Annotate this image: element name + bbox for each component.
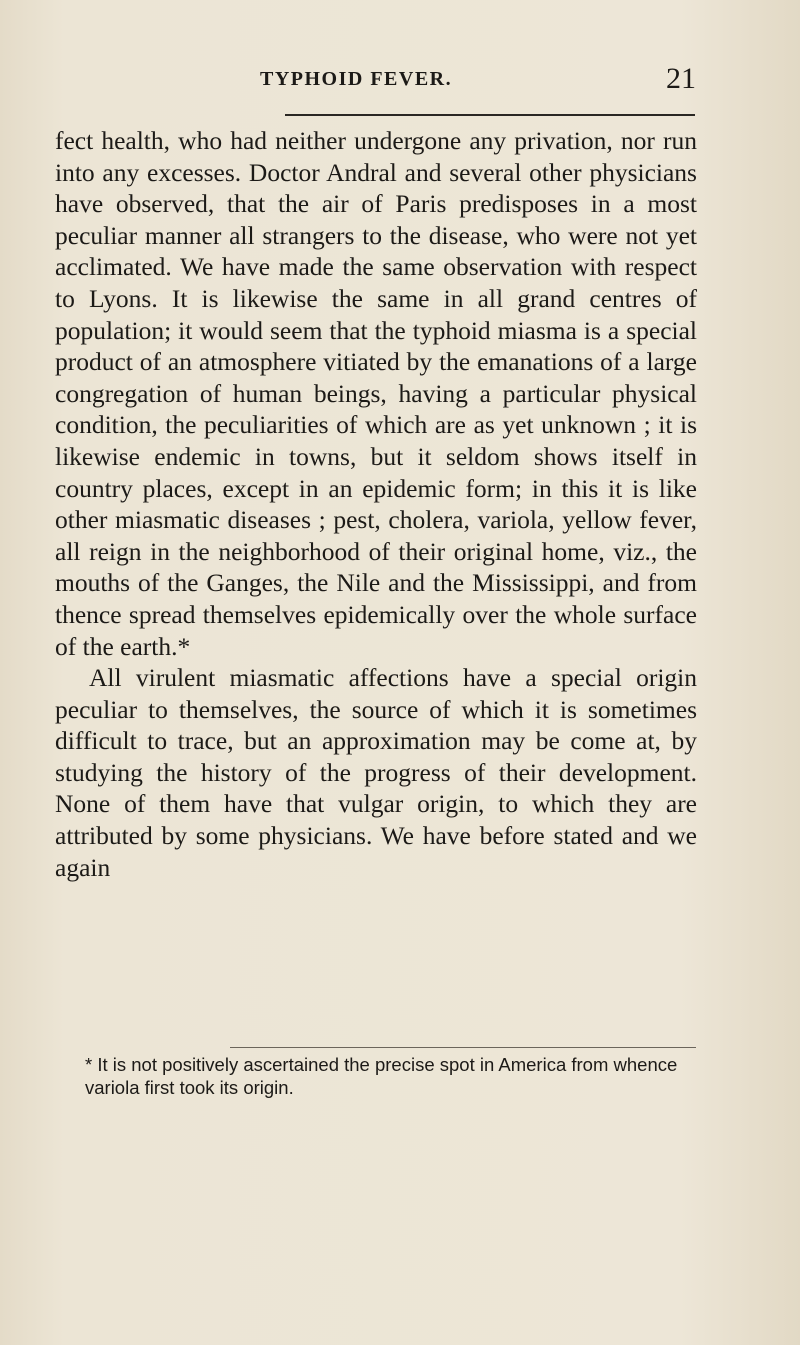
- footnote-rule: [230, 1047, 696, 1048]
- body-text: [55, 125, 697, 883]
- paragraph: All virulent miasmatic affections have a special origin peculiar to themselves, the source of which it is sometimes difficult to trace, but an approximation may be come at, by studying the history of the progress of their development. None of them have that vulgar origin, to which they are attributed by some physicians. We have before stated and we again: [55, 663, 697, 882]
- running-title: TYPHOID FEVER.: [260, 68, 453, 90]
- header-rule: [285, 114, 695, 116]
- footnote-text: * It is not positively ascertained the precise spot in America from whence variola first took its origin.: [85, 1054, 678, 1098]
- page-number: 21: [666, 62, 696, 95]
- page-header: [260, 64, 696, 100]
- paragraph: fect health, who had neither undergone any privation, nor run into any excesses. Doctor Andral and several other physicians have observed, that the air of Paris predisposes in a most peculiar manner all strangers to the disease, who were not yet acclimated. We have made the same observation with respect to Lyons. It is likewise the same in all grand centres of population; it would seem that the typhoid miasma is a special product of an atmosphere vitiated by the emanations of a large congregation of human beings, having a particular physical condition, the peculiarities of which are as yet unknown ; it is likewise endemic in towns, but it seldom shows itself in country places, except in an epidemic form; in this it is like other miasmatic diseases ; pest, cholera, variola, yellow fever, all reign in the neighborhood of their original home, viz., the mouths of the Ganges, the Nile and the Mississippi, and from thence spread themselves epidemically over the whole surface of the earth.*: [55, 126, 697, 661]
- footnote: [55, 1054, 697, 1099]
